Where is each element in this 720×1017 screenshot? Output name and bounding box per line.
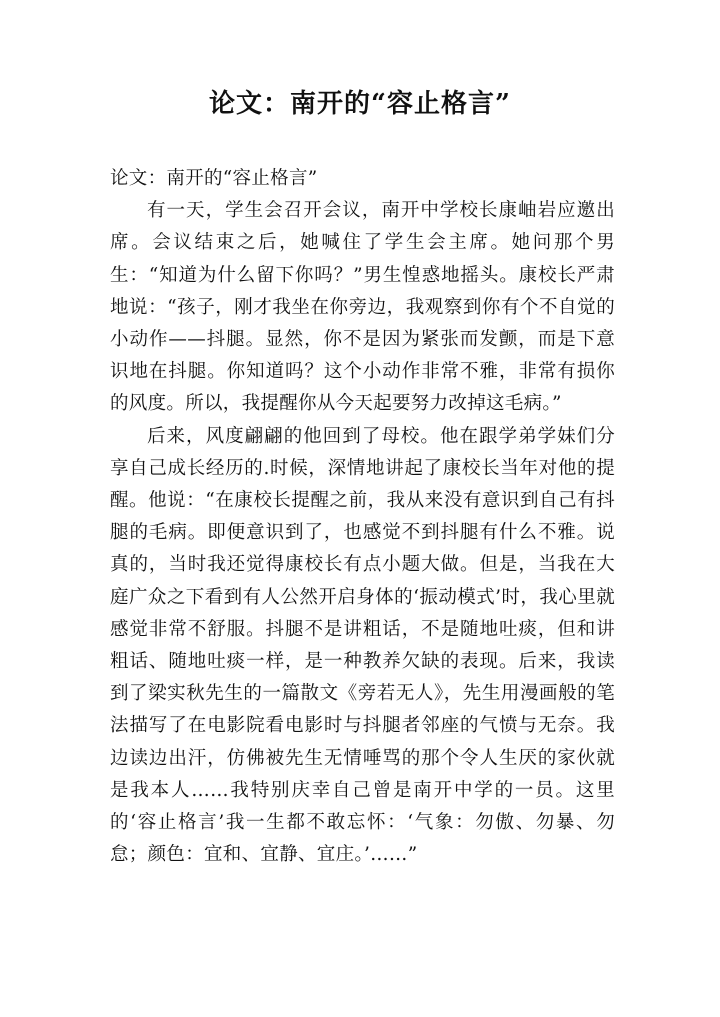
document-body: [110, 163, 615, 871]
document-title: 论文：南开的“容止格言”: [209, 89, 511, 119]
subtitle-line: 论文：南开的“容止格言”: [110, 168, 318, 189]
paragraph-2: 后来，风度翩翩的他回到了母校。他在跟学弟学妹们分享自己成长经历的.时候，深情地讲起了康校长当年对他的提醒。他说：“在康校长提醒之前，我从来没有意识到自己有抖腿的毛病。即便意识到了，也感觉不到抖腿有什么不雅。说真的，当时我还觉得康校长有点小题大做。但是，当我在大庭广众之下看到有人公然开启身体的‘振动模式’时，我心里就感觉非常不舒服。抖腿不是讲粗话，不是随地吐痰，但和讲粗话、随地吐痰一样，是一种教养欠缺的表现。后来，我读到了梁实秋先生的一篇散文《旁若无人》，先生用漫画般的笔法描写了在电影院看电影时与抖腿者邻座的气愤与无奈。我边读边出汗，仿佛被先生无情唾骂的那个令人生厌的家伙就是我本人……我特别庆幸自己曾是南开中学的一员。这里的‘容止格言’我一生都不敢忘怀：‘气象：勿傲、勿暴、勿怠；颜色：宜和、宜静、宜庄。’……”: [110, 425, 615, 866]
paragraph-1: 有一天，学生会召开会议，南开中学校长康岫岩应邀出席。会议结束之后，她喊住了学生会主席。她问那个男生：“知道为什么留下你吗？”男生惶惑地摇头。康校长严肃地说：“孩子，刚才我坐在你旁边，我观察到你有个不自觉的小动作——抖腿。显然，你不是因为紧张而发颤，而是下意识地在抖腿。你知道吗？这个小动作非常不雅，非常有损你的风度。所以，我提醒你从今天起要努力改掉这毛病。”: [110, 200, 615, 415]
